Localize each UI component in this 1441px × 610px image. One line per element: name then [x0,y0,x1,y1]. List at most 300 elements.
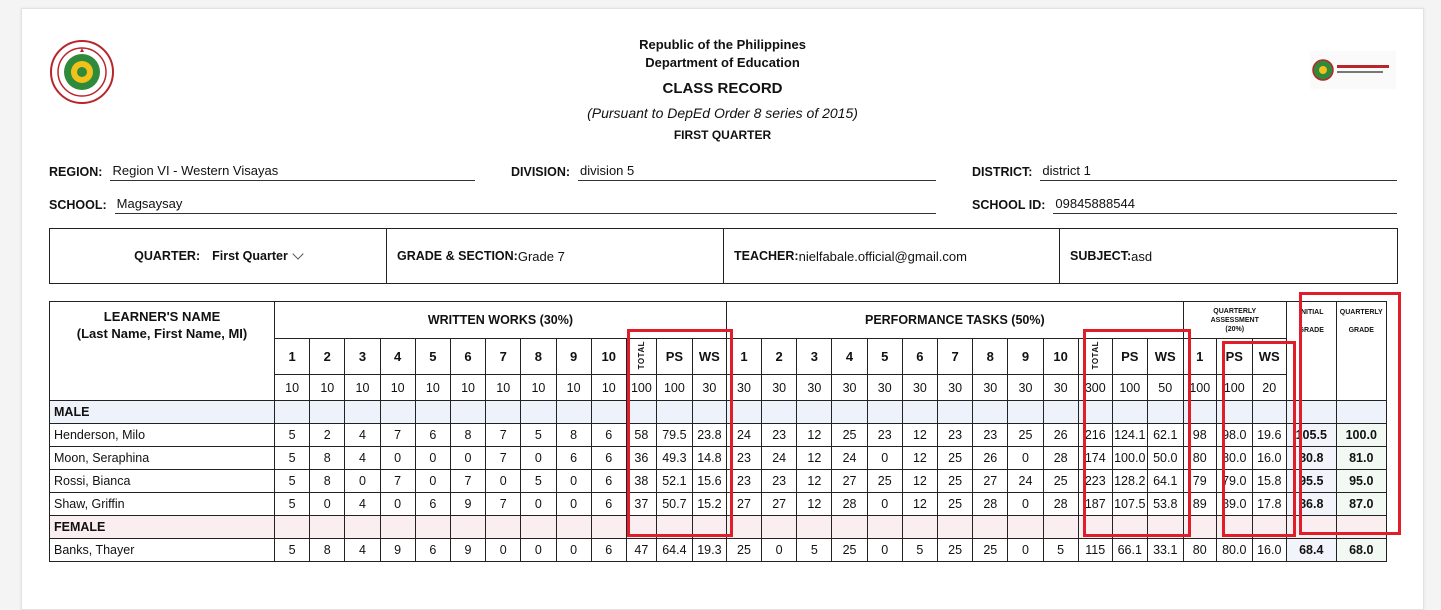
table-row[interactable] [50,424,1387,447]
ww-score-cell: 5 [275,447,310,470]
initial-grade-cell: 105.5 [1286,424,1336,447]
grade-section-cell [387,229,724,283]
ww-ps-header: PS [656,339,692,375]
pt-score-cell: 12 [797,493,832,516]
pt-score-cell: 23 [938,424,973,447]
qa-score-cell: 89 [1183,493,1216,516]
qa-ws-header: WS [1252,339,1286,375]
ww-item-7: 7 [486,339,521,375]
section-filler-cell [902,401,937,424]
ww-score-cell: 6 [556,447,591,470]
section-filler-cell [726,401,761,424]
ww-score-cell: 0 [521,447,556,470]
ww-score-cell: 8 [556,424,591,447]
section-filler-cell [1286,401,1336,424]
pt-score-cell: 0 [867,493,902,516]
pt-score-cell: 24 [762,447,797,470]
pt-score-cell: 5 [902,539,937,562]
section-filler-cell [1078,516,1112,539]
qa-score-cell: 15.8 [1252,470,1286,493]
pt-max-score: 30 [1043,375,1078,401]
section-filler-cell [275,516,310,539]
school-id-value[interactable]: 09845888544 [1053,196,1397,214]
qa-score-cell: 79.0 [1216,470,1252,493]
quarter-label: QUARTER: [134,249,201,263]
ww-score-cell: 6 [415,493,450,516]
ww-score-cell: 7 [486,447,521,470]
section-row-male [50,401,1387,424]
ww-score-cell: 0 [450,447,485,470]
section-filler-cell [486,516,521,539]
region-label: REGION: [49,165,103,179]
section-filler-cell [938,516,973,539]
pt-score-cell: 0 [1008,493,1043,516]
section-filler-cell [692,516,726,539]
pt-score-cell: 25 [832,424,867,447]
teacher-cell [724,229,1060,283]
pt-max-score: 30 [762,375,797,401]
pt-score-cell: 23 [726,447,761,470]
section-label: FEMALE [50,516,275,539]
ww-score-cell: 15.6 [692,470,726,493]
learner-name: Shaw, Griffin [50,493,275,516]
pt-max-score: 100 [1112,375,1147,401]
ww-score-cell: 5 [521,470,556,493]
grade-label: GRADE & SECTION: [397,249,518,263]
pt-max-score: 50 [1147,375,1183,401]
section-filler-cell [1286,516,1336,539]
class-record-table [49,301,1387,562]
learner-name: Moon, Seraphina [50,447,275,470]
section-filler-cell [1183,516,1216,539]
section-filler-cell [1147,401,1183,424]
quarter-value: First Quarter [212,249,288,263]
ww-max-score: 10 [310,375,345,401]
ww-score-cell: 8 [450,424,485,447]
pt-score-cell: 25 [1008,424,1043,447]
qa-header-line2: ASSESSMENT [1210,316,1259,324]
pt-score-cell: 12 [902,424,937,447]
district-value[interactable]: district 1 [1040,163,1397,181]
ww-item-9: 9 [556,339,591,375]
qa-score-cell: 16.0 [1252,539,1286,562]
pt-score-cell: 64.1 [1147,470,1183,493]
qa-max-score: 100 [1216,375,1252,401]
learner-name: Henderson, Milo [50,424,275,447]
pt-score-cell: 187 [1078,493,1112,516]
section-filler-cell [591,516,626,539]
ww-score-cell: 0 [415,470,450,493]
chevron-down-icon [292,248,303,259]
qa-max-score: 100 [1183,375,1216,401]
ww-score-cell: 0 [310,493,345,516]
section-filler-cell [626,401,656,424]
section-filler-cell [1183,401,1216,424]
pt-score-cell: 53.8 [1147,493,1183,516]
pt-score-cell: 0 [1008,539,1043,562]
section-filler-cell [692,401,726,424]
qa-score-cell: 80.0 [1216,539,1252,562]
ww-max-score: 10 [556,375,591,401]
pt-score-cell: 25 [938,539,973,562]
section-filler-cell [521,516,556,539]
ww-score-cell: 36 [626,447,656,470]
section-filler-cell [1147,516,1183,539]
pt-score-cell: 27 [762,493,797,516]
written-works-header: WRITTEN WORKS (30%) [275,302,727,339]
section-filler-cell [1252,401,1286,424]
ww-score-cell: 49.3 [656,447,692,470]
ww-item-1: 1 [275,339,310,375]
pt-item-10: 10 [1043,339,1078,375]
pt-max-score: 30 [797,375,832,401]
subject-cell [1060,229,1397,283]
section-filler-cell [832,401,867,424]
pt-max-score: 30 [867,375,902,401]
pt-max-score: 30 [726,375,761,401]
section-filler-cell [345,516,380,539]
initial-grade-cell: 86.8 [1286,493,1336,516]
qa-header-line1: QUARTERLY [1213,307,1257,315]
table-row[interactable] [50,539,1387,562]
pt-item-2: 2 [762,339,797,375]
pt-ws-header: WS [1147,339,1183,375]
section-filler-cell [762,516,797,539]
ww-score-cell: 4 [345,447,380,470]
pt-score-cell: 27 [726,493,761,516]
section-filler-cell [310,401,345,424]
division-label: DIVISION: [511,165,571,179]
ww-score-cell: 0 [556,539,591,562]
pt-score-cell: 5 [1043,539,1078,562]
pt-max-score: 30 [973,375,1008,401]
pt-item-8: 8 [973,339,1008,375]
division-field [511,163,936,181]
quarterly-grade-cell: 87.0 [1336,493,1386,516]
qa-ps-header: PS [1216,339,1252,375]
ww-score-cell: 4 [345,493,380,516]
region-field [49,163,475,181]
section-filler-cell [521,401,556,424]
ww-score-cell: 6 [591,470,626,493]
section-filler-cell [762,401,797,424]
header-republic: Republic of the Philippines [639,37,806,52]
ww-score-cell: 79.5 [656,424,692,447]
pt-score-cell: 124.1 [1112,424,1147,447]
ww-score-cell: 7 [486,493,521,516]
pt-score-cell: 100.0 [1112,447,1147,470]
ww-score-cell: 19.3 [692,539,726,562]
ww-score-cell: 15.2 [692,493,726,516]
pt-score-cell: 62.1 [1147,424,1183,447]
pt-item-1: 1 [726,339,761,375]
pt-score-cell: 28 [973,493,1008,516]
teacher-label: TEACHER: [734,249,799,263]
quarter-select[interactable] [50,229,387,283]
ww-score-cell: 0 [486,470,521,493]
subject-label: SUBJECT: [1070,249,1132,263]
pt-score-cell: 128.2 [1112,470,1147,493]
pt-score-cell: 28 [832,493,867,516]
pt-score-cell: 23 [762,424,797,447]
ww-score-cell: 0 [556,470,591,493]
pt-score-cell: 0 [762,539,797,562]
pt-score-cell: 12 [797,424,832,447]
section-filler-cell [345,401,380,424]
ww-score-cell: 6 [591,424,626,447]
section-filler-cell [1078,401,1112,424]
pt-score-cell: 216 [1078,424,1112,447]
quarterly-grade-cell: 100.0 [1336,424,1386,447]
qa-score-cell: 79 [1183,470,1216,493]
ww-ws-header: WS [692,339,726,375]
pt-score-cell: 26 [973,447,1008,470]
ww-score-cell: 6 [591,447,626,470]
ww-score-cell: 6 [415,539,450,562]
pt-score-cell: 28 [1043,493,1078,516]
ww-score-cell: 0 [521,493,556,516]
ww-score-cell: 6 [591,493,626,516]
pt-score-cell: 107.5 [1112,493,1147,516]
division-value[interactable]: division 5 [578,163,936,181]
pt-score-cell: 25 [938,447,973,470]
district-field [972,163,1397,181]
section-filler-cell [1043,401,1078,424]
qa-score-cell: 16.0 [1252,447,1286,470]
section-filler-cell [1336,516,1386,539]
ww-max-score: 10 [415,375,450,401]
section-filler-cell [973,401,1008,424]
section-label: MALE [50,401,275,424]
ww-score-cell: 0 [556,493,591,516]
ww-score-cell: 6 [591,539,626,562]
learner-name-header [50,302,275,401]
ww-score-cell: 5 [275,424,310,447]
pt-item-4: 4 [832,339,867,375]
quarterly-grade-cell: 95.0 [1336,470,1386,493]
ww-score-cell: 6 [415,424,450,447]
ww-score-cell: 9 [450,539,485,562]
section-filler-cell [450,516,485,539]
section-filler-cell [1252,516,1286,539]
section-filler-cell [1336,401,1386,424]
ww-score-cell: 58 [626,424,656,447]
initial-grade-cell: 95.5 [1286,470,1336,493]
initial-grade-cell: 68.4 [1286,539,1336,562]
section-filler-cell [973,516,1008,539]
ww-score-cell: 38 [626,470,656,493]
pt-score-cell: 5 [797,539,832,562]
pt-item-3: 3 [797,339,832,375]
ww-max-score: 10 [345,375,380,401]
pt-score-cell: 12 [902,447,937,470]
ww-score-cell: 5 [275,470,310,493]
pt-item-7: 7 [938,339,973,375]
ww-score-cell: 7 [380,424,415,447]
ww-score-cell: 7 [450,470,485,493]
pt-score-cell: 115 [1078,539,1112,562]
pt-total-label: TOTAL [1090,340,1100,370]
ww-item-10: 10 [591,339,626,375]
section-filler-cell [556,516,591,539]
section-filler-cell [275,401,310,424]
pt-score-cell: 33.1 [1147,539,1183,562]
ww-item-5: 5 [415,339,450,375]
quarterly-header-line2: GRADE [1348,327,1374,334]
section-filler-cell [1112,401,1147,424]
pt-max-score: 30 [1008,375,1043,401]
pt-score-cell: 25 [867,470,902,493]
section-filler-cell [380,401,415,424]
section-filler-cell [556,401,591,424]
quarterly-grade-header [1336,302,1386,401]
ww-max-score: 100 [626,375,656,401]
initial-header-line1: INITIAL [1299,309,1324,316]
section-filler-cell [902,516,937,539]
pt-score-cell: 12 [797,447,832,470]
pt-score-cell: 0 [1008,447,1043,470]
qa-max-score: 20 [1252,375,1286,401]
pt-max-score: 30 [832,375,867,401]
qa-score-cell: 80 [1183,447,1216,470]
ww-score-cell: 5 [521,424,556,447]
qa-score-cell: 98.0 [1216,424,1252,447]
pt-total-header [1078,339,1112,375]
section-filler-cell [832,516,867,539]
pt-score-cell: 23 [867,424,902,447]
learner-name: Banks, Thayer [50,539,275,562]
table-row[interactable] [50,447,1387,470]
initial-header-line2: GRADE [1298,327,1324,334]
table-row[interactable] [50,493,1387,516]
qa-score-cell: 19.6 [1252,424,1286,447]
pt-score-cell: 0 [867,447,902,470]
pt-score-cell: 25 [973,539,1008,562]
performance-tasks-header: PERFORMANCE TASKS (50%) [726,302,1183,339]
region-value[interactable]: Region VI - Western Visayas [110,163,475,181]
pt-score-cell: 25 [938,493,973,516]
pt-score-cell: 27 [832,470,867,493]
section-filler-cell [656,401,692,424]
ww-score-cell: 4 [345,424,380,447]
page-title: CLASS RECORD [662,80,783,97]
pt-item-9: 9 [1008,339,1043,375]
school-label: SCHOOL: [49,198,107,212]
ww-score-cell: 2 [310,424,345,447]
ww-max-score: 10 [521,375,556,401]
ww-score-cell: 5 [275,493,310,516]
qa-score-cell: 80 [1183,539,1216,562]
quarterly-assessment-header [1183,302,1286,339]
ww-score-cell: 8 [310,470,345,493]
ww-max-score: 30 [692,375,726,401]
section-filler-cell [797,401,832,424]
section-filler-cell [938,401,973,424]
ww-total-label: TOTAL [636,340,646,370]
ww-max-score: 10 [275,375,310,401]
section-filler-cell [797,516,832,539]
ww-total-header [626,339,656,375]
initial-grade-header [1286,302,1336,401]
ww-max-score: 10 [380,375,415,401]
pt-item-5: 5 [867,339,902,375]
pt-item-6: 6 [902,339,937,375]
pt-score-cell: 12 [902,493,937,516]
ww-item-3: 3 [345,339,380,375]
ww-score-cell: 64.4 [656,539,692,562]
pt-score-cell: 0 [867,539,902,562]
section-filler-cell [486,401,521,424]
pt-score-cell: 12 [797,470,832,493]
grade-value: Grade 7 [517,248,565,264]
pt-score-cell: 23 [726,470,761,493]
school-value[interactable]: Magsaysay [115,196,936,214]
ww-score-cell: 0 [486,539,521,562]
teacher-value: nielfabale.official@gmail.com [798,248,967,264]
ww-max-score: 10 [591,375,626,401]
school-id-field [972,196,1397,214]
quarterly-header-line1: QUARTERLY [1339,309,1383,316]
section-filler-cell [1008,516,1043,539]
section-filler-cell [1112,516,1147,539]
section-filler-cell [1216,516,1252,539]
section-row-female [50,516,1387,539]
ww-score-cell: 0 [415,447,450,470]
ww-score-cell: 4 [345,539,380,562]
pt-score-cell: 26 [1043,424,1078,447]
ww-score-cell: 7 [380,470,415,493]
subject-value: asd [1131,248,1153,264]
class-record-page [21,8,1424,610]
ww-item-8: 8 [521,339,556,375]
section-filler-cell [626,516,656,539]
section-filler-cell [1008,401,1043,424]
ww-score-cell: 0 [521,539,556,562]
ww-score-cell: 0 [380,493,415,516]
pt-score-cell: 25 [1043,470,1078,493]
pt-score-cell: 23 [762,470,797,493]
ww-score-cell: 0 [345,470,380,493]
pt-score-cell: 28 [1043,447,1078,470]
school-field [49,196,936,214]
ww-score-cell: 9 [380,539,415,562]
pt-score-cell: 23 [973,424,1008,447]
ww-score-cell: 7 [486,424,521,447]
pt-score-cell: 223 [1078,470,1112,493]
ww-score-cell: 52.1 [656,470,692,493]
pt-score-cell: 25 [832,539,867,562]
pt-max-score: 30 [938,375,973,401]
pt-score-cell: 24 [726,424,761,447]
ww-score-cell: 8 [310,539,345,562]
table-row[interactable] [50,470,1387,493]
ww-score-cell: 8 [310,447,345,470]
learner-rows [50,401,1387,562]
ww-max-score: 10 [486,375,521,401]
quarter-heading: FIRST QUARTER [673,128,772,142]
qa-score-cell: 17.8 [1252,493,1286,516]
section-filler-cell [867,516,902,539]
ww-item-6: 6 [450,339,485,375]
ww-score-cell: 9 [450,493,485,516]
district-label: DISTRICT: [972,165,1033,179]
ww-score-cell: 0 [380,447,415,470]
pt-score-cell: 174 [1078,447,1112,470]
section-filler-cell [591,401,626,424]
qa-item-header: 1 [1183,339,1216,375]
learner-name: Rossi, Bianca [50,470,275,493]
header-department: Department of Education [645,55,800,70]
